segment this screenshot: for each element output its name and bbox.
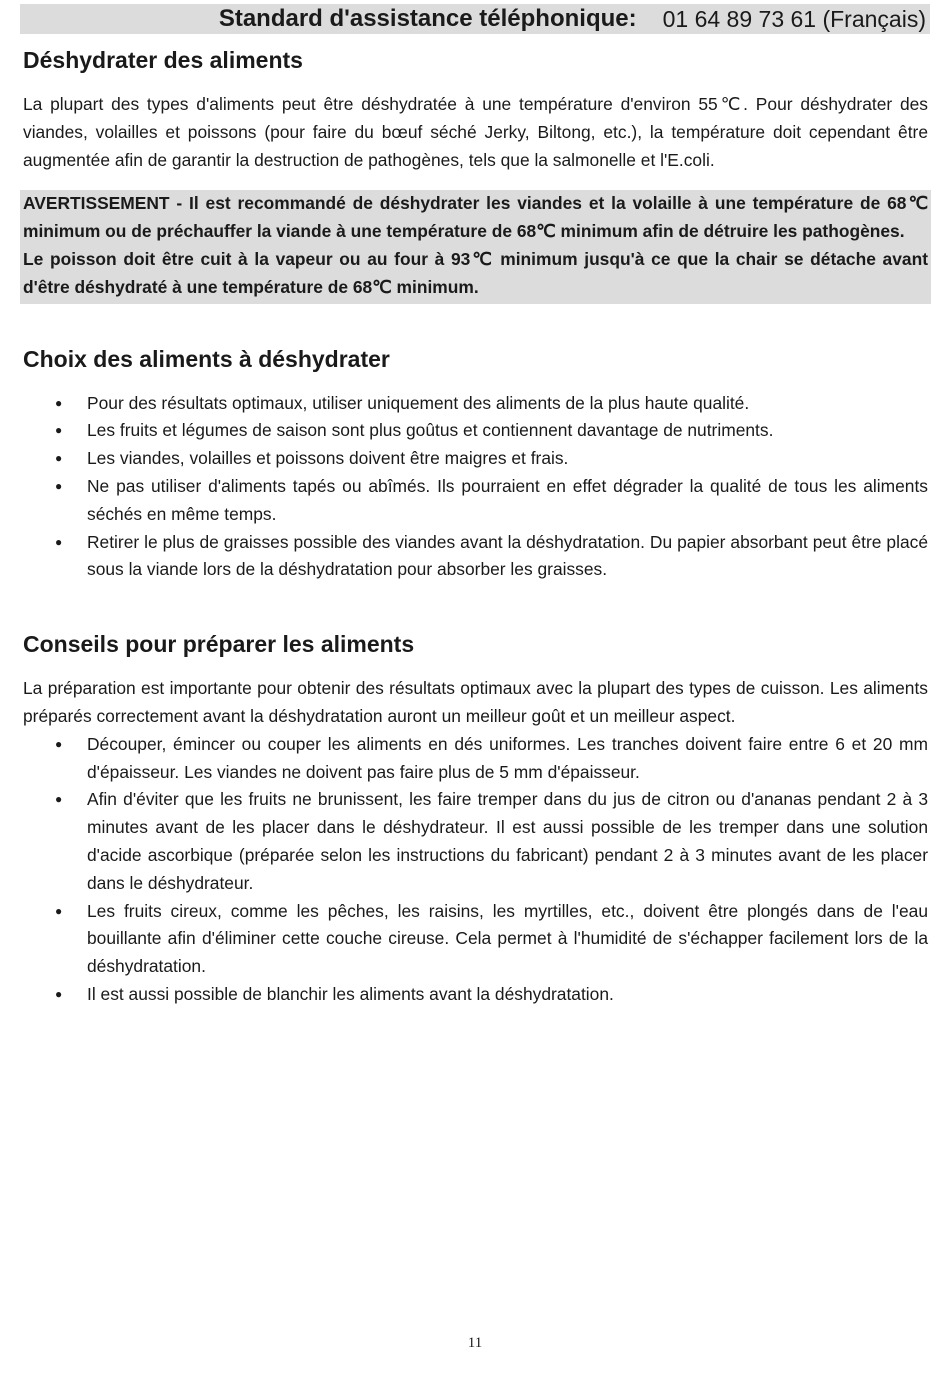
list-item-text: Les fruits cireux, comme les pêches, les raisins, les myrtilles, etc., doivent être plongés dans de l'eau bouillante afin d'éliminer cette couche cireuse. Cela permet à l'humidité de s'échapper facilement lors de la déshydratation. <box>87 900 928 977</box>
list-item-text: Il est aussi possible de blanchir les aliments avant la déshydratation. <box>87 983 614 1004</box>
warning-fish-paragraph: Le poisson doit être cuit à la vapeur ou au four à 93℃ minimum jusqu'à ce que la chair se détache avant d'être déshydraté à une température de 68℃ minimum. <box>23 248 928 297</box>
section-title-food-choice: Choix des aliments à déshydrater <box>23 345 390 372</box>
page-content <box>23 44 928 1009</box>
bullet-icon: ● <box>55 395 63 410</box>
bullet-icon: ● <box>55 451 63 466</box>
page-number: 11 <box>467 1335 483 1351</box>
support-phone-number: 01 64 89 73 61 (Français) <box>662 5 926 32</box>
list-item-text: Retirer le plus de graisses possible des viandes avant la déshydratation. Du papier absorbant peut être placé sous la viande lors de la déshydratation pour absorber les graisses. <box>87 531 928 580</box>
list-item <box>23 445 928 473</box>
list-item-text: Pour des résultats optimaux, utiliser uniquement des aliments de la plus haute qualité. <box>87 392 750 413</box>
bullet-icon: ● <box>55 986 63 1001</box>
list-item-text: Découper, émincer ou couper les aliments en dés uniformes. Les tranches doivent faire entre 6 et 20 mm d'épaisseur. Les viandes ne doivent pas faire plus de 5 mm d'épaisseur. <box>87 733 928 782</box>
list-item-text: Les fruits et légumes de saison sont plus goûtus et contiennent davantage de nutriments. <box>87 420 774 441</box>
list-item <box>23 417 928 445</box>
warning-box <box>20 190 931 303</box>
preparation-tips-list <box>23 731 928 1009</box>
bullet-icon: ● <box>55 423 63 438</box>
list-item <box>23 529 928 585</box>
list-item <box>23 731 928 787</box>
food-choice-list <box>23 390 928 585</box>
bullet-icon: ● <box>55 792 63 807</box>
list-item <box>23 981 928 1009</box>
list-item-text: Les viandes, volailles et poissons doivent être maigres et frais. <box>87 448 569 469</box>
section-title-dehydrate: Déshydrater des aliments <box>23 47 303 73</box>
dehydrate-intro-paragraph: La plupart des types d'aliments peut être déshydratée à une température d'environ 55℃. Pour déshydrater des viandes, volailles et poissons (pour faire du bœuf séché Jerky, Biltong, etc.), la température doit cependant être augmentée afin de garantir la destruction de pathogènes, tels que la salmonelle et l'E.coli. <box>23 94 928 170</box>
bullet-icon: ● <box>55 903 63 918</box>
warning-meat-paragraph: AVERTISSEMENT - Il est recommandé de déshydrater les viandes et la volaille à une température de 68℃ minimum ou de préchauffer la viande à une température de 68℃ minimum afin de détruire les pathogènes. <box>23 193 928 242</box>
section-title-preparation-tips: Conseils pour préparer les aliments <box>23 631 415 658</box>
list-item <box>23 898 928 981</box>
bullet-icon: ● <box>55 534 63 549</box>
list-item <box>23 786 928 897</box>
list-item-text: Ne pas utiliser d'aliments tapés ou abîmés. Ils pourraient en effet dégrader la qualité de tous les aliments séchés en même temps. <box>87 475 928 524</box>
list-item <box>23 473 928 529</box>
support-header-bar <box>20 4 930 34</box>
support-label: Standard d'assistance téléphonique: <box>218 5 637 32</box>
bullet-icon: ● <box>55 736 63 751</box>
bullet-icon: ● <box>55 478 63 493</box>
list-item <box>23 390 928 418</box>
preparation-intro-paragraph: La préparation est importante pour obtenir des résultats optimaux avec la plupart des types de cuisson. Les aliments préparés correctement avant la déshydratation auront un meilleur goût et un meilleur aspect. <box>23 678 928 726</box>
list-item-text: Afin d'éviter que les fruits ne brunissent, les faire tremper dans du jus de citron ou d'ananas pendant 2 à 3 minutes avant de les placer dans le déshydrateur. Il est aussi possible de les tremper dans une solution d'acide ascorbique (préparée selon les instructions du fabricant) pendant 2 à 3 minutes avant de les placer dans le déshydrateur. <box>87 789 928 893</box>
